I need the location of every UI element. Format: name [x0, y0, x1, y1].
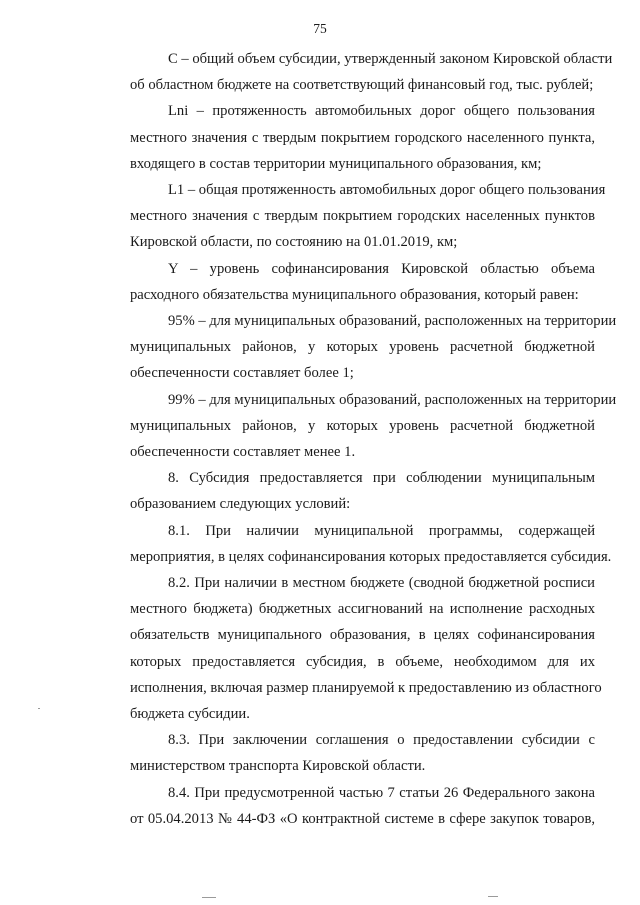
scan-artifact [202, 897, 216, 898]
text-line: образованием следующих условий: [130, 496, 351, 513]
text-line: об областном бюджете на соответствующий финансовый год, тыс. рублей; [130, 77, 594, 94]
text-line: 99% – для муниципальных образований, расположенных на территории [168, 391, 617, 408]
paragraph-item-8-3 [92, 727, 595, 779]
scan-artifact [38, 708, 40, 709]
paragraph-y-definition [92, 256, 595, 308]
text-line: муниципальных районов, у которых уровень расчетной бюджетной [130, 417, 595, 434]
text-line: исполнения, включая размер планируемой к предоставлению из областного [130, 679, 602, 696]
scan-artifact [488, 896, 498, 897]
text-line: расходного обязательства муниципального образования, который равен: [130, 286, 579, 303]
text-line: 8.4. При предусмотренной частью 7 статьи 26 Федерального закона [168, 784, 595, 801]
paragraph-item-8 [92, 465, 595, 517]
text-line: бюджета субсидии. [130, 706, 250, 723]
text-line: L1 – общая протяженность автомобильных дорог общего пользования [168, 182, 606, 199]
text-line: 95% – для муниципальных образований, расположенных на территории [168, 313, 617, 330]
text-line: Кировской области, по состоянию на 01.01.2019, км; [130, 234, 458, 251]
paragraph-item-8-4 [92, 780, 595, 832]
text-line: 8.2. При наличии в местном бюджете (сводной бюджетной росписи [168, 575, 595, 592]
page-number: 75 [313, 21, 327, 36]
paragraph-subsidy-total [92, 46, 613, 98]
text-line: 8.1. При наличии муниципальной программы, содержащей [168, 522, 595, 539]
text-line: местного значения с твердым покрытием городских населенных пунктов [130, 208, 595, 225]
text-line: обеспеченности составляет менее 1. [130, 444, 356, 461]
text-line: входящего в состав территории муниципального образования, км; [130, 155, 542, 172]
text-line: обеспеченности составляет более 1; [130, 365, 354, 382]
text-line: местного значения с твердым покрытием городского населенного пункта, [130, 129, 595, 146]
paragraph-99-percent [92, 387, 617, 466]
text-line: местного бюджета) бюджетных ассигнований на исполнение расходных [130, 601, 595, 618]
text-line: мероприятия, в целях софинансирования которых предоставляется субсидия. [130, 548, 612, 565]
text-line: муниципальных районов, у которых уровень расчетной бюджетной [130, 339, 595, 356]
paragraph-l1-definition [92, 177, 606, 256]
text-line: 8.3. При заключении соглашения о предоставлении субсидии с [168, 732, 595, 749]
text-line: С – общий объем субсидии, утвержденный законом Кировской области [168, 51, 613, 67]
text-line: обязательств муниципального образования, в целях софинансирования [130, 627, 595, 644]
paragraph-95-percent [92, 308, 617, 387]
text-line: Y – уровень софинансирования Кировской областью объема [168, 260, 595, 277]
text-line: которых предоставляется субсидия, в объеме, необходимом для их [130, 653, 595, 670]
document-body [92, 46, 617, 832]
paragraph-item-8-1 [92, 518, 612, 570]
text-line: Lni – протяженность автомобильных дорог общего пользования [168, 103, 595, 120]
paragraph-lni-definition [92, 98, 595, 177]
paragraph-item-8-2 [92, 570, 602, 727]
text-line: от 05.04.2013 № 44-ФЗ «О контрактной системе в сфере закупок товаров, [130, 810, 595, 827]
text-line: 8. Субсидия предоставляется при соблюдении муниципальным [168, 470, 595, 487]
text-line: министерством транспорта Кировской области. [130, 758, 426, 775]
